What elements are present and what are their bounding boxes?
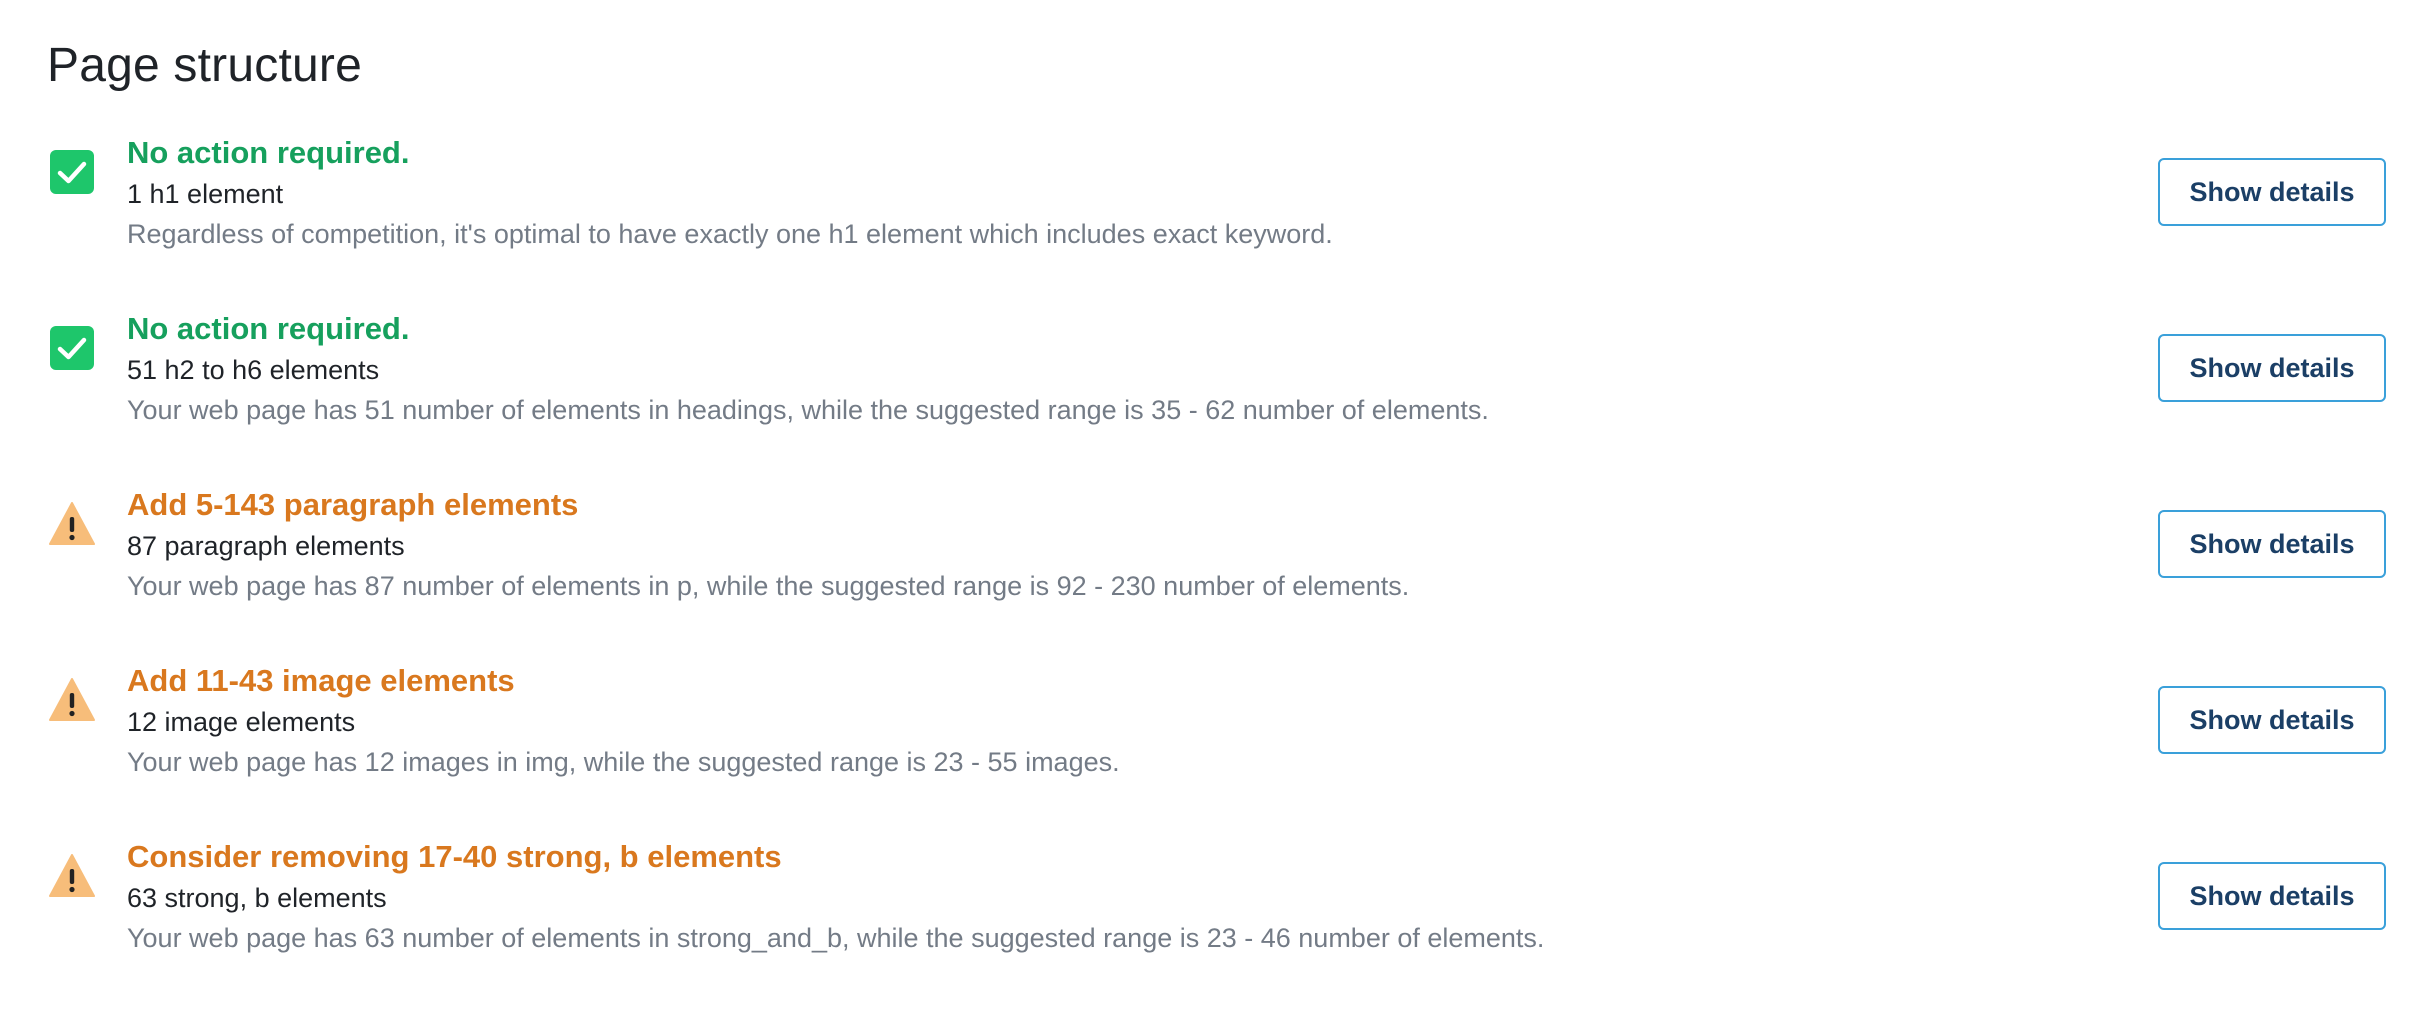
check-count: 51 h2 to h6 elements bbox=[127, 355, 380, 385]
check-description: Your web page has 87 number of elements in p, while the suggested range is 92 - 230 number of elements. bbox=[127, 571, 1410, 601]
check-title: No action required. bbox=[127, 311, 410, 346]
check-description: Your web page has 51 number of elements in headings, while the suggested range is 35 - 62 number of elements. bbox=[127, 395, 1489, 425]
check-item-h1 bbox=[0, 126, 2428, 302]
show-details-button[interactable]: Show details bbox=[2158, 686, 2386, 754]
show-details-button[interactable]: Show details bbox=[2158, 510, 2386, 578]
check-title: Add 11-43 image elements bbox=[127, 663, 515, 698]
check-text bbox=[127, 836, 2027, 958]
check-count: 1 h1 element bbox=[127, 179, 284, 209]
warning-triangle-icon bbox=[48, 852, 96, 900]
check-text bbox=[127, 308, 2027, 430]
check-title: No action required. bbox=[127, 135, 410, 170]
check-item-paragraphs bbox=[0, 478, 2428, 654]
page-title: Page structure bbox=[47, 39, 362, 92]
show-details-button[interactable]: Show details bbox=[2158, 158, 2386, 226]
check-text bbox=[127, 660, 2027, 782]
check-item-headings bbox=[0, 302, 2428, 478]
check-count: 63 strong, b elements bbox=[127, 883, 387, 913]
check-text bbox=[127, 484, 2027, 606]
checks-list bbox=[0, 126, 2428, 1006]
check-description: Your web page has 12 images in img, while the suggested range is 23 - 55 images. bbox=[127, 747, 1120, 777]
checkbox-checked-icon bbox=[48, 148, 96, 196]
checkbox-checked-icon bbox=[48, 324, 96, 372]
check-item-images bbox=[0, 654, 2428, 830]
warning-triangle-icon bbox=[48, 676, 96, 724]
check-title: Add 5-143 paragraph elements bbox=[127, 487, 579, 522]
warning-triangle-icon bbox=[48, 500, 96, 548]
check-title: Consider removing 17-40 strong, b elements bbox=[127, 839, 782, 874]
check-count: 87 paragraph elements bbox=[127, 531, 405, 561]
check-description: Regardless of competition, it's optimal to have exactly one h1 element which includes exact keyword. bbox=[127, 219, 1333, 249]
check-text bbox=[127, 132, 2027, 254]
check-item-strong-b bbox=[0, 830, 2428, 1006]
check-description: Your web page has 63 number of elements in strong_and_b, while the suggested range is 23 - 46 number of elements. bbox=[127, 923, 1545, 953]
show-details-button[interactable]: Show details bbox=[2158, 334, 2386, 402]
show-details-button[interactable]: Show details bbox=[2158, 862, 2386, 930]
check-count: 12 image elements bbox=[127, 707, 356, 737]
